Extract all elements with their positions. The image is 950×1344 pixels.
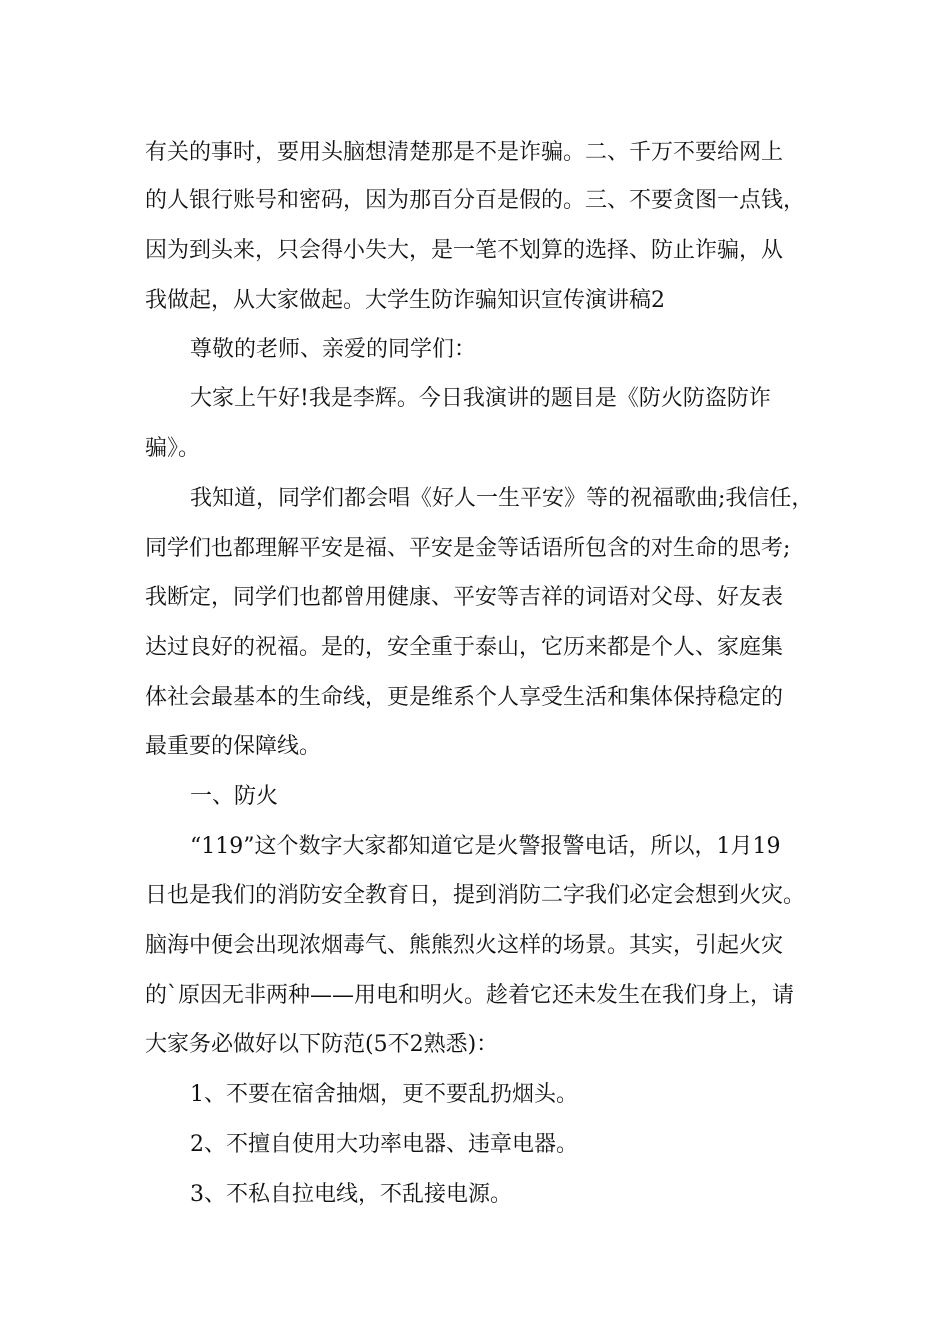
salutation: 尊敬的老师、亲爱的同学们： <box>190 337 477 362</box>
text-line-7: 骗》。 <box>145 436 201 461</box>
text-line-4: 我做起，从大家做起。大学生防诈骗知识宣传演讲稿2 <box>145 288 665 313</box>
text-line-2: 的人银行账号和密码，因为那百分百是假的。三、不要贪图一点钱， <box>145 188 806 213</box>
text-line-8: 我知道，同学们都会唱《好人一生平安》等的祝福歌曲;我信任， <box>190 486 814 511</box>
text-line-3: 因为到头来，只会得小失大，是一笔不划算的选择、防止诈骗，从 <box>145 238 784 263</box>
text-line-1: 有关的事时，要用头脑想清楚那是不是诈骗。二、千万不要给网上 <box>145 140 784 165</box>
text-line-11: 达过良好的祝福。是的，安全重于泰山，它历来都是个人、家庭集 <box>145 635 784 660</box>
text-line-9: 同学们也都理解平安是福、平安是金等话语所包含的对生命的思考; <box>145 536 791 561</box>
list-item-2: 2、不擅自使用大功率电器、违章电器。 <box>190 1132 578 1157</box>
list-item-1: 1、不要在宿舍抽烟，更不要乱扔烟头。 <box>190 1082 578 1107</box>
text-line-12: 体社会最基本的生命线，更是维系个人享受生活和集体保持稳定的 <box>145 685 784 710</box>
text-line-16: 日也是我们的消防安全教育日，提到消防二字我们必定会想到火灾。 <box>145 883 806 908</box>
text-line-10: 我断定，同学们也都曾用健康、平安等吉祥的词语对父母、好友表 <box>145 585 784 610</box>
section-heading: 一、防火 <box>190 784 279 809</box>
list-item-3: 3、不私自拉电线，不乱接电源。 <box>190 1182 512 1207</box>
text-line-17: 脑海中便会出现浓烟毒气、熊熊烈火这样的场景。其实，引起火灾 <box>145 933 784 958</box>
text-line-19: 大家务必做好以下防范(5不2熟悉)： <box>145 1032 499 1057</box>
text-line-15: “119”这个数字大家都知道它是火警报警电话，所以，1月19 <box>190 834 781 859</box>
text-line-6: 大家上午好!我是李辉。今日我演讲的题目是《防火防盗防诈 <box>190 386 771 411</box>
text-line-18: 的`原因无非两种——用电和明火。趁着它还未发生在我们身上，请 <box>145 983 795 1008</box>
text-line-13: 最重要的保障线。 <box>145 734 322 759</box>
